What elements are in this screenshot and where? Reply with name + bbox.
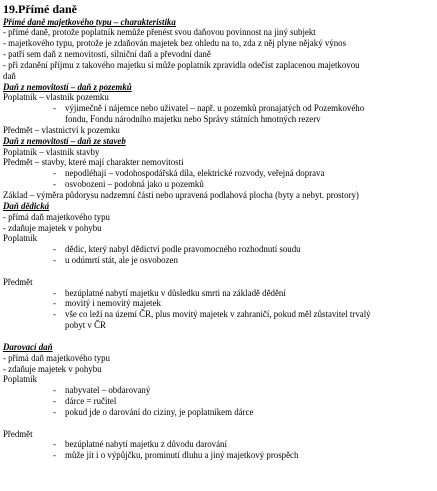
text-line: daň [3, 70, 16, 81]
text-line: - přímé daně, protože poplatník nemůže přenést svou daňovou povinnost na jiný subjekt [3, 27, 316, 38]
bullet-line: - nepodléhají – vodohospodářská díla, elektrické rozvody, veřejná doprava [3, 168, 433, 179]
text-line: Předmět – stavby, které mají charakter nemovitosti [3, 157, 184, 168]
text-line: - přímá daň majetkového typu [3, 211, 110, 222]
bullet-line: - vše co leží na území ČR, plus movitý majetek v zahraničí, pokud měl zůstavitel trvalý [3, 309, 433, 320]
section-heading: Daň z nemovitostí – daň ze staveb [3, 135, 126, 146]
text-line: Předmět – vlastnictví k pozemku [3, 124, 120, 135]
bullet-line: - bezúplatné nabytí majetku z důvodu darování [3, 439, 433, 450]
text-line [3, 331, 433, 342]
text-line: Předmět [3, 428, 33, 439]
section-heading: Daň dědická [3, 200, 50, 211]
bullet-line: - bezúplatné nabytí majetku v důsledku smrti na základě dědění [3, 288, 433, 299]
text-line: Poplatník [3, 233, 38, 244]
text-line: - majetkového typu, protože je zdaňován majetek bez ohledu na to, zda z něj plyne nějaký výnos [3, 38, 347, 49]
text-line: - přímá daň majetkového typu [3, 352, 110, 363]
section-heading: Darovací daň [3, 341, 53, 352]
bullet-line: - osvobozeni – podobná jako u pozemků [3, 179, 433, 190]
document-lines [3, 17, 433, 462]
section-heading: Daň z nemovitostí – daň z pozemků [3, 81, 132, 92]
text-line: - patří sem daň z nemovitostí, silniční daň a převodní daně [3, 49, 211, 60]
document-body [3, 3, 433, 461]
text-line: Poplatník – vlastník pozemku [3, 92, 109, 103]
bullet-line: - movitý i nemovitý majetek [3, 298, 433, 309]
bullet-line: - pokud jde o darování do ciziny, je poplatníkem dárce [3, 407, 433, 418]
bullet-line: - u odúmrtí stát, ale je osvobozen [3, 255, 433, 266]
bullet-line: pobyt v ČR [65, 320, 106, 331]
bullet-line: fondu, Fondu národního majetku nebo Správy státních hmotných rezerv [65, 114, 321, 125]
text-line: - při zdanění příjmu z takového majetku si může poplatník zpravidla odečíst zaplacenou majetkovou [3, 59, 360, 70]
section-heading: Přímé daně majetkového typu – charakteristika [3, 16, 176, 27]
document-title: 19.Přímé daně [3, 2, 77, 16]
bullet-line: - může jít i o výpůjčku, prominutí dluhu a jiný majetkový prospěch [3, 450, 433, 461]
text-line: Základ – výměra půdorysu nadzemní části nebo upravená podlahová plocha (byty a nebyt. prostory) [3, 190, 359, 200]
text-line: - zdaňuje majetek v pohybu [3, 222, 102, 233]
bullet-line: - výjimečně i nájemce nebo uživatel – např. u pozemků pronajatých od Pozemkového [3, 103, 433, 114]
bullet-line: - nabyvatel – obdarovaný [3, 385, 433, 396]
text-line: Poplatník – vlastník stavby [3, 146, 100, 157]
bullet-line: - dědic, který nabyl dědictví podle pravomocného rozhodnutí soudu [3, 244, 433, 255]
text-line: Poplatník [3, 374, 38, 385]
bullet-line: - dárce = ručitel [3, 396, 433, 407]
text-line [3, 418, 433, 429]
text-line: Předmět [3, 276, 33, 287]
text-line [3, 266, 433, 277]
text-line: - zdaňuje majetek v pohybu [3, 363, 102, 374]
